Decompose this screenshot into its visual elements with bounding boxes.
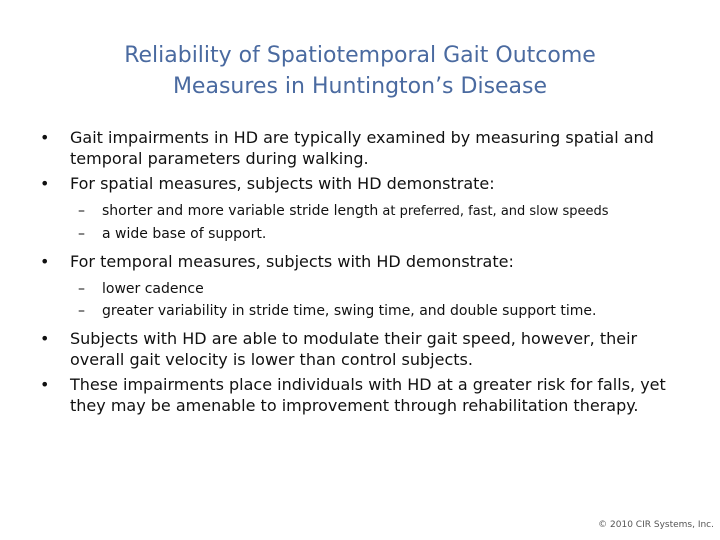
sub-bullet-item — [0, 223, 720, 245]
sub-bullet-item — [0, 300, 720, 322]
bullet-item — [0, 374, 720, 416]
bullet-dot-icon: • — [40, 329, 50, 348]
bullet-item — [0, 328, 720, 370]
bullet-dot-icon: • — [40, 252, 50, 271]
dash-icon: – — [78, 226, 85, 242]
title-line-2: Measures in Huntington’s Disease — [172, 74, 548, 99]
spatial-sub-list — [0, 200, 720, 245]
dash-icon: – — [78, 281, 85, 297]
bullet-item — [0, 127, 720, 169]
bullet-text: Gait impairments in HD are typically examined by measuring spatial and temporal parameters during walking. — [70, 128, 654, 168]
bullet-text: Subjects with HD are able to modulate their gait speed, however, their overall gait velocity is lower than control subjects. — [70, 329, 638, 369]
dash-icon: – — [78, 203, 85, 219]
title-line-1: Reliability of Spatiotemporal Gait Outcome — [124, 43, 596, 68]
sub-bullet-text: greater variability in stride time, swing time, and double support time. — [102, 303, 597, 319]
sub-bullet-text-small: at preferred, fast, and slow speeds — [378, 204, 609, 219]
dash-icon: – — [78, 303, 85, 319]
sub-bullet-item — [0, 278, 720, 300]
copyright-footer: © 2010 CIR Systems, Inc. — [598, 520, 714, 530]
bullet-text: These impairments place individuals with HD at a greater risk for falls, yet they may be amenable to improvement through rehabilitation therapy. — [70, 375, 666, 415]
sub-bullet-text: lower cadence — [102, 281, 204, 297]
bullet-text: For temporal measures, subjects with HD demonstrate: — [70, 252, 514, 271]
sub-bullet-text: shorter and more variable stride length — [102, 203, 379, 219]
sub-bullet-text: a wide base of support. — [102, 226, 267, 242]
bullet-dot-icon: • — [40, 375, 50, 394]
bullet-item — [0, 173, 720, 194]
sub-bullet-item — [0, 200, 720, 223]
bullet-dot-icon: • — [40, 174, 50, 193]
bullet-text: For spatial measures, subjects with HD demonstrate: — [70, 174, 495, 193]
slide-title — [0, 40, 720, 102]
bullet-list — [0, 127, 720, 416]
bullet-dot-icon: • — [40, 128, 50, 147]
temporal-sub-list — [0, 278, 720, 322]
bullet-item — [0, 251, 720, 272]
